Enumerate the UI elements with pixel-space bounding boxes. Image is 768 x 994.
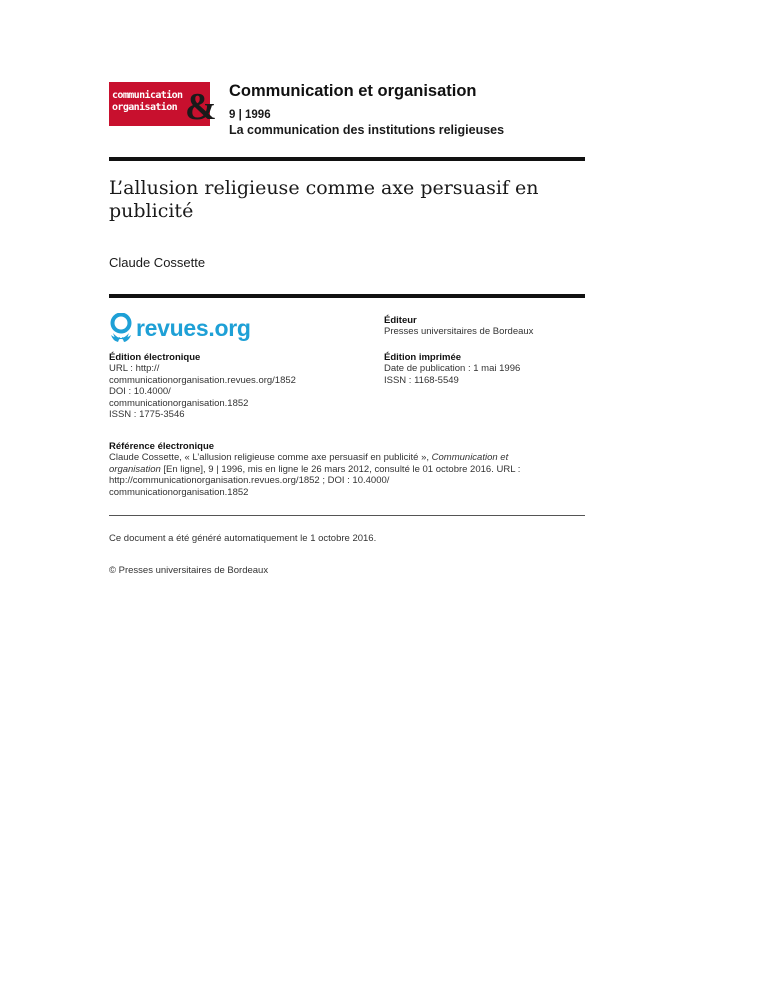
electronic-edition-doi: communicationorganisation.1852 <box>109 397 249 409</box>
print-edition-date: Date de publication : 1 mai 1996 <box>384 363 521 374</box>
openedition-flower-icon <box>109 313 133 343</box>
reference-line-4: communicationorganisation.1852 <box>109 486 249 498</box>
publisher-value: Presses universitaires de Bordeaux <box>384 326 534 337</box>
journal-title: Communication et organisation <box>229 82 477 100</box>
copyright-notice: © Presses universitaires de Bordeaux <box>109 565 269 576</box>
reference-journal-italic-1: Communication et <box>431 452 509 463</box>
electronic-edition-heading: Édition électronique <box>109 352 201 363</box>
reference-line-2 <box>109 464 585 476</box>
electronic-reference-block <box>109 441 585 498</box>
revues-logo-text: revues.org <box>136 314 251 341</box>
print-edition-heading: Édition imprimée <box>384 352 462 363</box>
reference-journal-italic-2: organisation <box>109 463 161 475</box>
divider-middle <box>109 294 585 298</box>
electronic-edition-block <box>109 352 359 421</box>
reference-text-part2: [En ligne], 9 | 1996, mis en ligne le 26 mars 2012, consulté le 01 octobre 2016. URL : <box>160 463 521 475</box>
reference-heading: Référence électronique <box>109 441 215 452</box>
issue-number: 9 | 1996 <box>229 109 271 121</box>
author-name: Claude Cossette <box>109 255 206 270</box>
print-edition-issn: ISSN : 1168-5549 <box>384 374 459 386</box>
publisher-heading: Éditeur <box>384 315 417 326</box>
publisher-block <box>384 315 533 338</box>
electronic-edition-doi-label: DOI : 10.4000/ <box>109 386 171 397</box>
logo-line-2: organisation <box>112 102 178 113</box>
reference-line-3[interactable]: http://communicationorganisation.revues.org/1852 ; DOI : 10.4000/ <box>109 475 390 486</box>
article-title: L’allusion religieuse comme axe persuasif en publicité <box>109 177 539 222</box>
electronic-edition-url-label: URL : http:// <box>109 363 160 374</box>
divider-top <box>109 157 585 161</box>
generated-notice: Ce document a été généré automatiquement le 1 octobre 2016. <box>109 533 377 544</box>
journal-logo <box>109 82 217 128</box>
reference-line-1 <box>109 452 585 464</box>
print-edition-block <box>384 352 584 386</box>
issue-title: La communication des institutions religieuses <box>229 123 505 137</box>
revues-logo[interactable] <box>109 313 251 343</box>
logo-ampersand: & <box>185 86 217 128</box>
electronic-edition-issn: ISSN : 1775-3546 <box>109 409 185 420</box>
divider-bottom <box>109 515 585 516</box>
logo-line-1: communication <box>112 90 183 101</box>
reference-text-part1: Claude Cossette, « L’allusion religieuse comme axe persuasif en publicité », <box>109 452 432 463</box>
electronic-edition-url[interactable]: communicationorganisation.revues.org/1852 <box>109 374 296 386</box>
